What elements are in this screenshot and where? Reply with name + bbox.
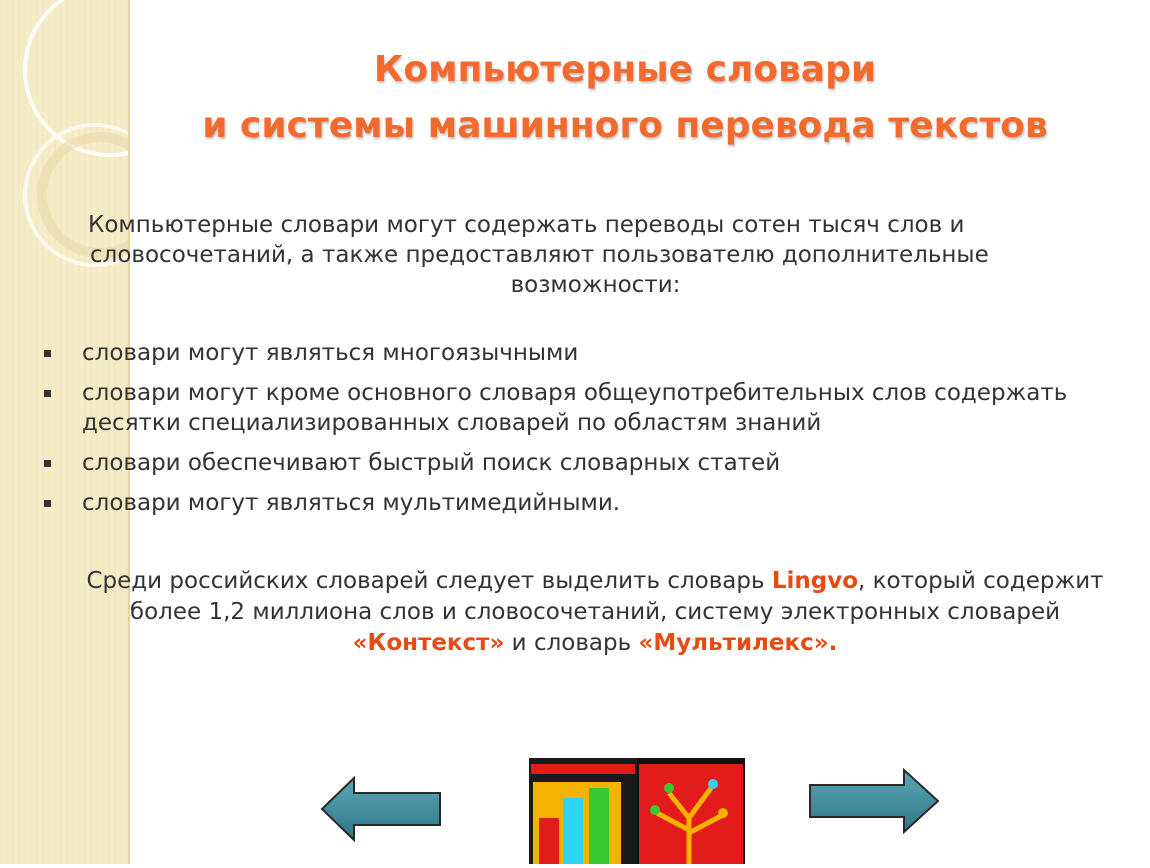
title-line-2: и системы машинного перевода текстов <box>202 105 1048 146</box>
list-item-text: словари обеспечивают быстрый поиск словарных статей <box>82 450 781 476</box>
list-item-text: словари могут являться мультимедийными. <box>82 490 621 516</box>
kontekst-highlight: «Контекст» <box>352 630 505 656</box>
lingvo-highlight: Lingvo <box>771 568 859 594</box>
bullet-square-icon <box>44 500 51 507</box>
feature-list <box>40 338 1120 528</box>
closing-text-3: и словарь <box>504 630 639 656</box>
bullet-square-icon <box>44 460 51 467</box>
closing-text-1: Среди российских словарей следует выделить словарь <box>86 568 772 594</box>
closing-text-2: , который содержит более 1,2 миллиона слов и словосочетаний, систему электронных словарей <box>129 568 1104 625</box>
colorful-chart-thumbnail <box>529 758 745 864</box>
closing-paragraph <box>80 566 1110 659</box>
intro-line-3: возможности: <box>510 272 681 298</box>
title-line-1: Компьютерные словари <box>373 49 877 90</box>
slide-title <box>150 42 1100 154</box>
previous-slide-button[interactable] <box>320 776 444 846</box>
list-item <box>40 378 1120 438</box>
thumbnail-image <box>529 758 745 864</box>
list-item <box>40 338 1120 368</box>
intro-line-2: словосочетаний, а также предоставляют пользователю дополнительные <box>90 242 989 268</box>
list-item-text: словари могут кроме основного словаря общеупотребительных слов содержать десятки специализированных словарей по областям знаний <box>82 380 1068 436</box>
list-item <box>40 488 1120 518</box>
bullet-square-icon <box>44 390 51 397</box>
intro-paragraph <box>88 210 1103 300</box>
list-item-text: словари могут являться многоязычными <box>82 340 579 366</box>
next-slide-button[interactable] <box>808 768 940 838</box>
bullet-square-icon <box>44 350 51 357</box>
list-item <box>40 448 1120 478</box>
left-arrow-icon <box>320 776 444 842</box>
intro-line-1: Компьютерные словари могут содержать переводы сотен тысяч слов и <box>88 212 965 238</box>
right-arrow-icon <box>808 768 940 834</box>
multilex-highlight: «Мультилекс». <box>638 630 838 656</box>
